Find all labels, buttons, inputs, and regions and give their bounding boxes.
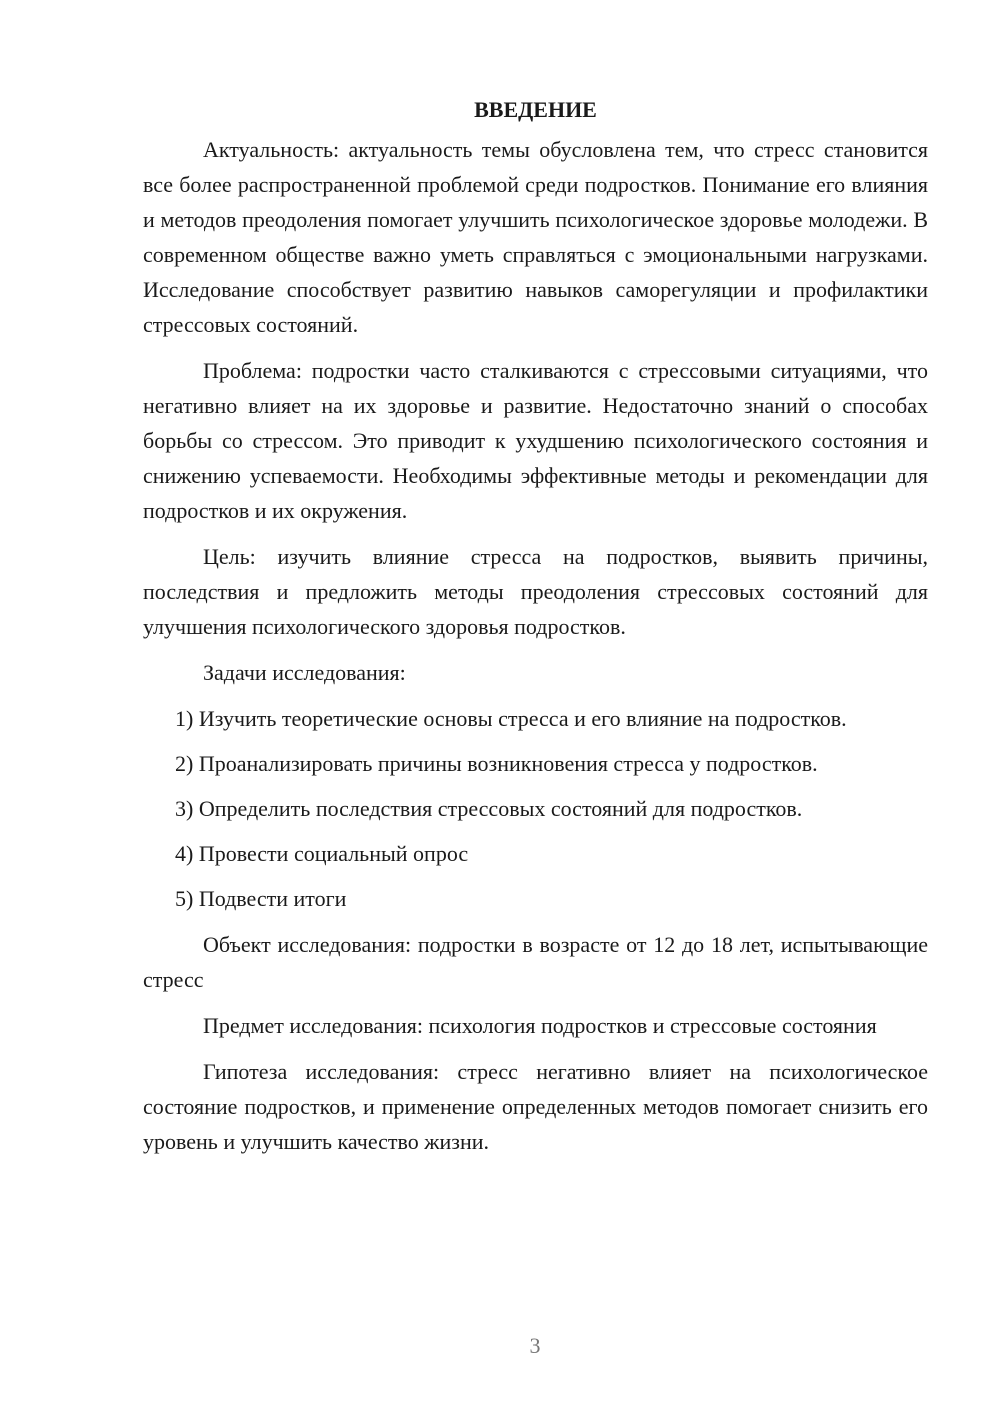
page-number: 3 — [529, 1333, 541, 1358]
task-item-5: 5) Подвести итоги — [175, 886, 347, 911]
task-item-2: 2) Проанализировать причины возникновения стресса у подростков. — [175, 751, 818, 776]
relevance-paragraph: Актуальность: актуальность темы обусловлена тем, что стресс становится все более распространенной проблемой среди подростков. Понимание его влияния и методов преодоления помогает улучшить психологическое здоровье молодежи. В современном обществе важно уметь справляться с эмоциональными нагрузками. Исследование способствует развитию навыков саморегуляции и профилактики стрессовых состояний. — [143, 137, 928, 337]
object-paragraph: Объект исследования: подростки в возрасте от 12 до 18 лет, испытывающие стресс — [143, 932, 928, 992]
task-item-3: 3) Определить последствия стрессовых состояний для подростков. — [175, 796, 803, 821]
subject-paragraph: Предмет исследования: психология подростков и стрессовые состояния — [203, 1013, 877, 1038]
tasks-list — [143, 701, 928, 916]
document-page — [143, 92, 928, 1170]
page-title: ВВЕДЕНИЕ — [474, 97, 597, 122]
problem-paragraph: Проблема: подростки часто сталкиваются с стрессовыми ситуациями, что негативно влияет на их здоровье и развитие. Недостаточно знаний о способах борьбы со стрессом. Это приводит к ухудшению психологического состояния и снижению успеваемости. Необходимы эффективные методы и рекомендации для подростков и их окружения. — [143, 358, 928, 523]
task-item-4: 4) Провести социальный опрос — [175, 841, 469, 866]
task-item-1: 1) Изучить теоретические основы стресса и его влияние на подростков. — [175, 706, 847, 731]
hypothesis-paragraph: Гипотеза исследования: стресс негативно влияет на психологическое состояние подростков, и применение определенных методов помогает снизить его уровень и улучшить качество жизни. — [143, 1059, 928, 1154]
tasks-heading: Задачи исследования: — [203, 660, 406, 685]
goal-paragraph: Цель: изучить влияние стресса на подростков, выявить причины, последствия и предложить методы преодоления стрессовых состояний для улучшения психологического здоровья подростков. — [143, 544, 928, 639]
